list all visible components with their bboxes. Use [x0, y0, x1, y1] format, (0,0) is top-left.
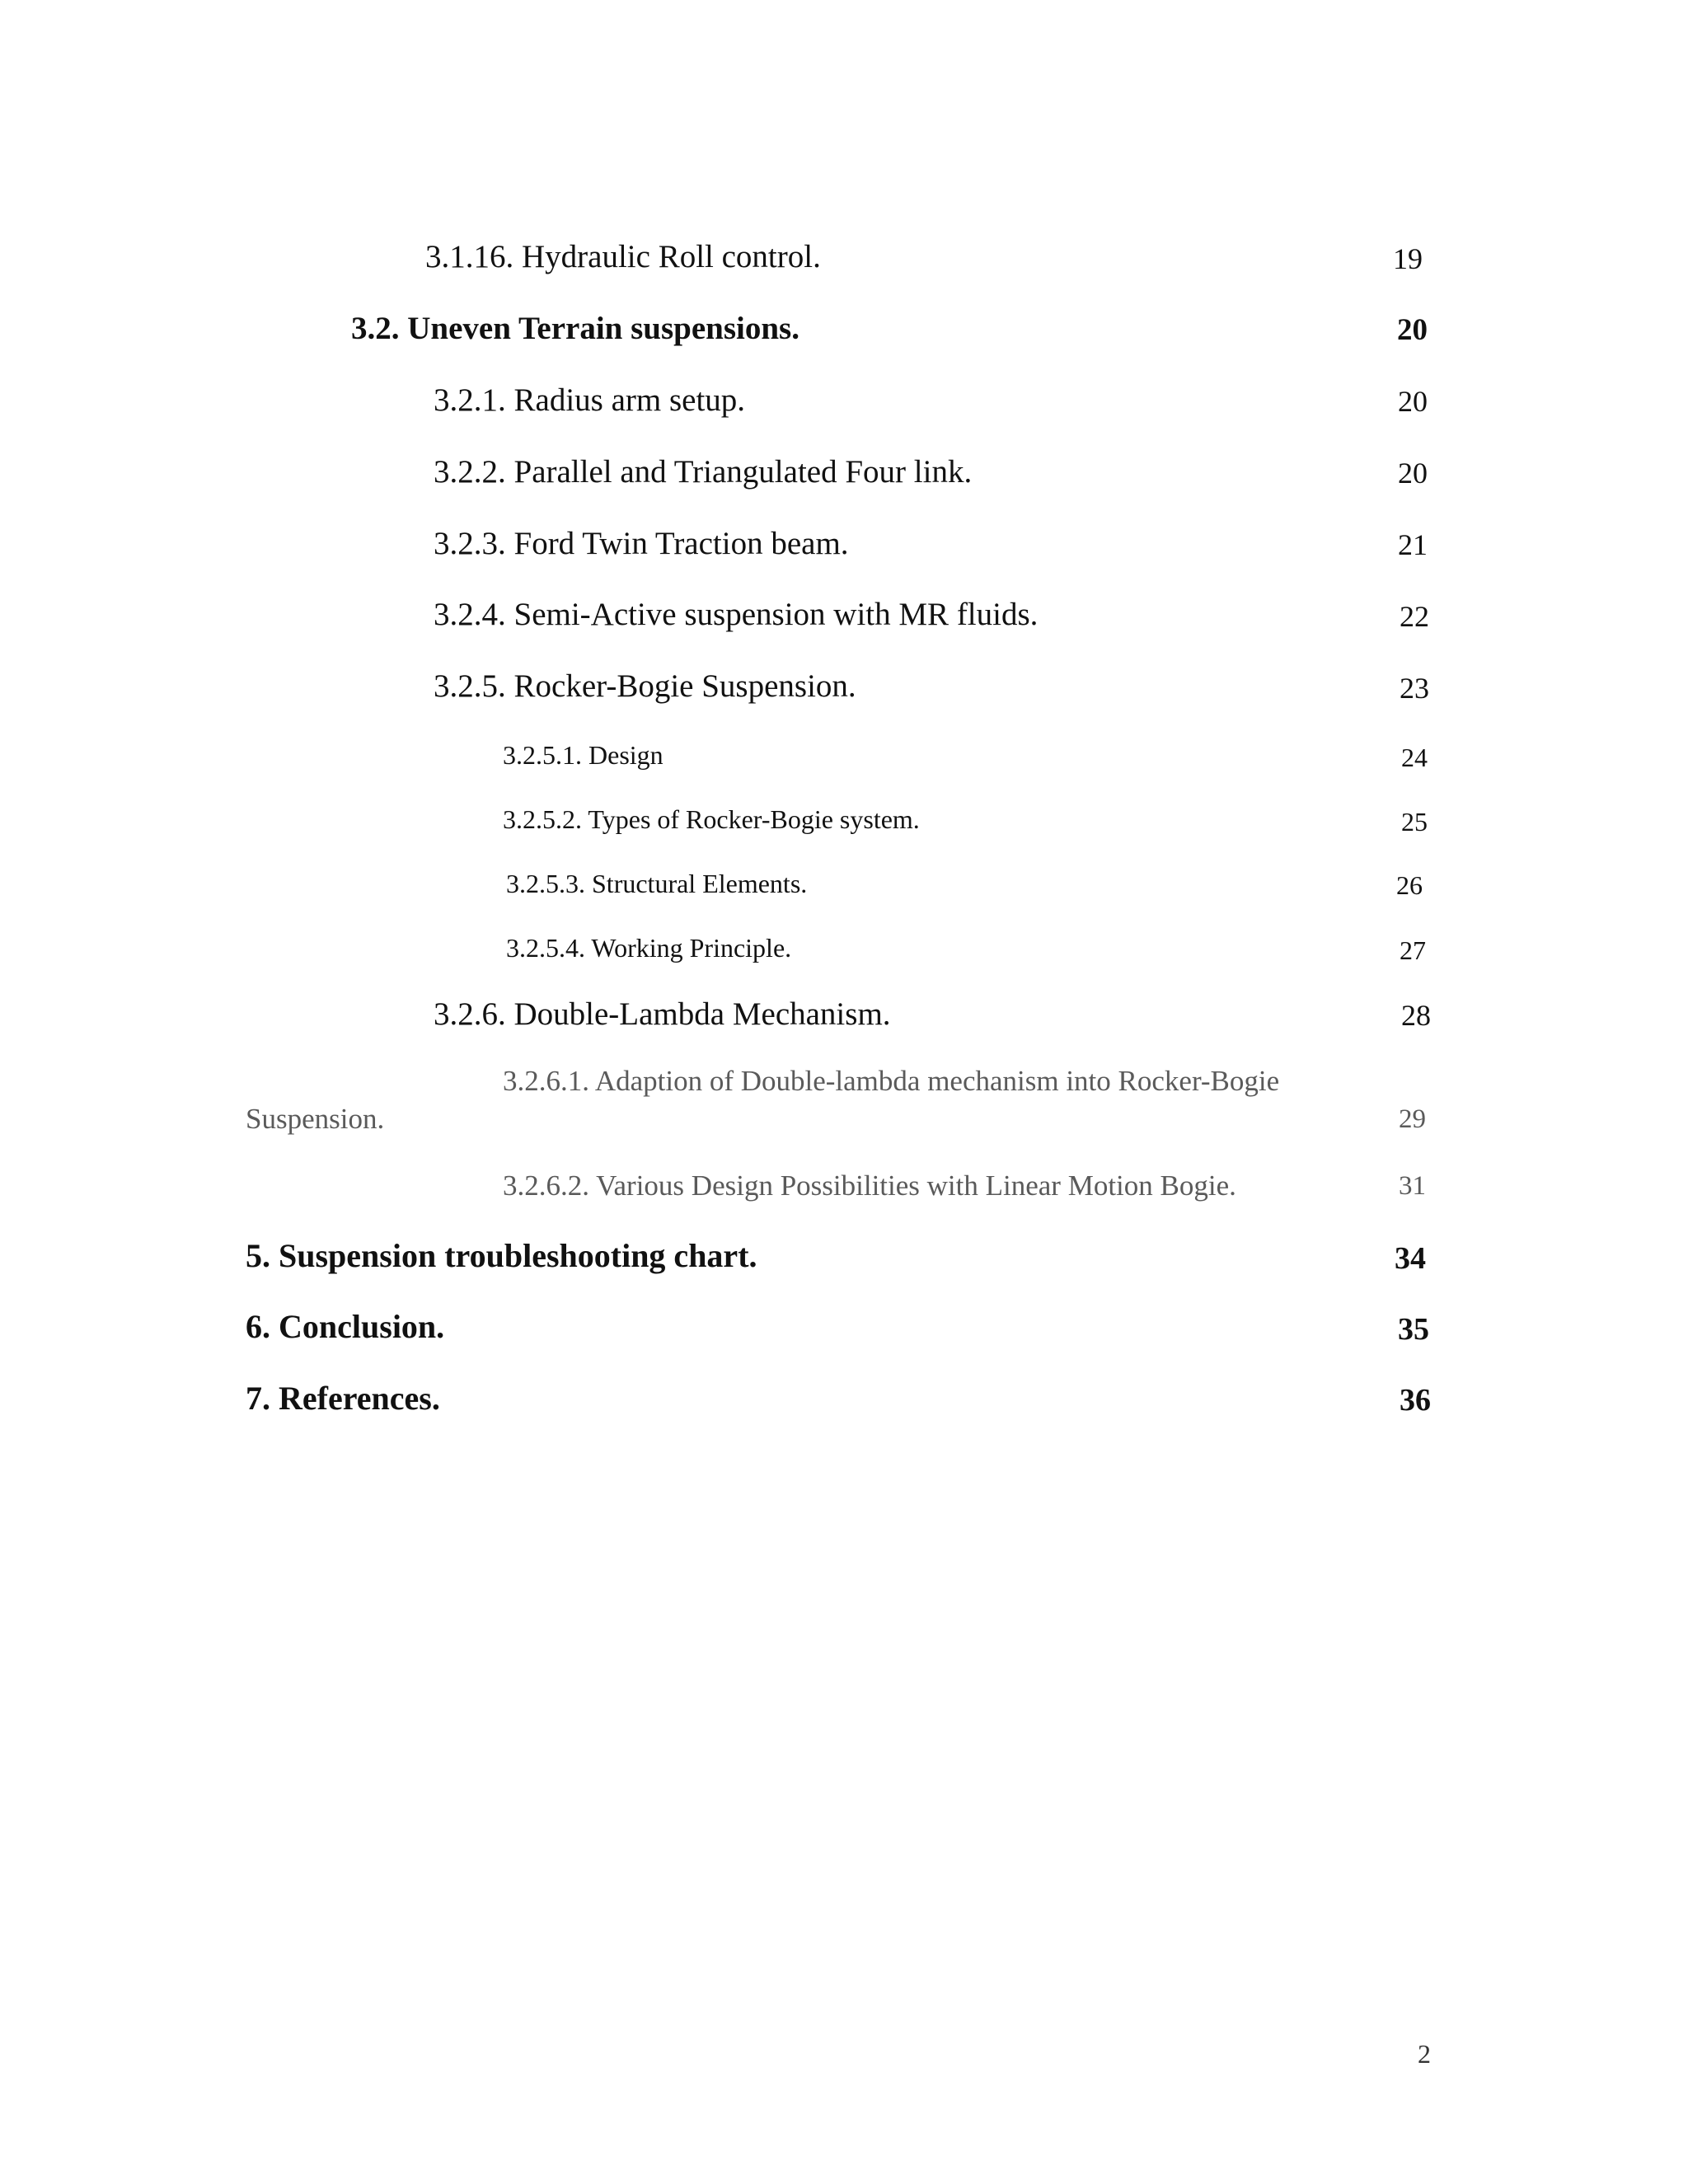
toc-entry-title: 3.2.6. Double-Lambda Mechanism. — [434, 996, 891, 1032]
toc-entry-title-line2: Suspension. — [246, 1103, 385, 1135]
toc-entry-page: 27 — [1400, 935, 1426, 965]
page-number: 2 — [1418, 2039, 1431, 2069]
toc-entry-title: 3.2.5.2. Types of Rocker-Bogie system. — [503, 804, 920, 834]
toc-entry-title: 3.2.5. Rocker-Bogie Suspension. — [434, 668, 856, 704]
toc-entry-page: 28 — [1401, 999, 1431, 1032]
toc-entry-page: 35 — [1398, 1312, 1429, 1347]
toc-entry-page: 25 — [1401, 807, 1428, 837]
toc-entry-page: 21 — [1398, 528, 1428, 561]
toc-entry-page: 20 — [1398, 457, 1428, 490]
toc-chapter-title: 7. References. — [246, 1380, 440, 1417]
toc-entry-title-line1: 3.2.6.1. Adaption of Double-lambda mechanism into Rocker-Bogie — [503, 1065, 1280, 1097]
toc-entry-title: 3.2.2. Parallel and Triangulated Four link. — [434, 454, 973, 490]
toc-entry-title: 3.1.16. Hydraulic Roll control. — [425, 239, 821, 274]
toc-section-title: 3.2. Uneven Terrain suspensions. — [351, 311, 799, 346]
toc-entry-title: 3.2.5.1. Design — [503, 740, 663, 770]
toc-entry-title: 3.2.4. Semi-Active suspension with MR fluids. — [434, 597, 1039, 632]
toc-entry-page: 22 — [1400, 600, 1429, 633]
toc-entry-page: 31 — [1399, 1171, 1426, 1201]
toc-entry-page: 19 — [1393, 242, 1423, 275]
toc-entry-title: 3.2.5.3. Structural Elements. — [506, 869, 808, 898]
toc-entry-page: 23 — [1400, 672, 1429, 705]
toc-entry-title: 3.2.6.2. Various Design Possibilities with Linear Motion Bogie. — [503, 1169, 1236, 1202]
toc-entry-title: 3.2.1. Radius arm setup. — [434, 382, 746, 418]
toc-entry-page: 29 — [1399, 1104, 1426, 1134]
toc-entry-title: 3.2.3. Ford Twin Traction beam. — [434, 526, 849, 561]
toc-entry-page: 20 — [1397, 313, 1428, 347]
toc-entry-page: 36 — [1400, 1383, 1431, 1418]
toc-entry-page: 24 — [1401, 743, 1428, 772]
toc-entry-page: 34 — [1395, 1241, 1426, 1276]
toc-entry-page: 26 — [1396, 870, 1423, 900]
toc-chapter-title: 5. Suspension troubleshooting chart. — [246, 1237, 757, 1274]
toc-chapter-title: 6. Conclusion. — [246, 1308, 445, 1345]
toc-entry-page: 20 — [1398, 385, 1428, 418]
toc-entry-title: 3.2.5.4. Working Principle. — [506, 933, 792, 963]
